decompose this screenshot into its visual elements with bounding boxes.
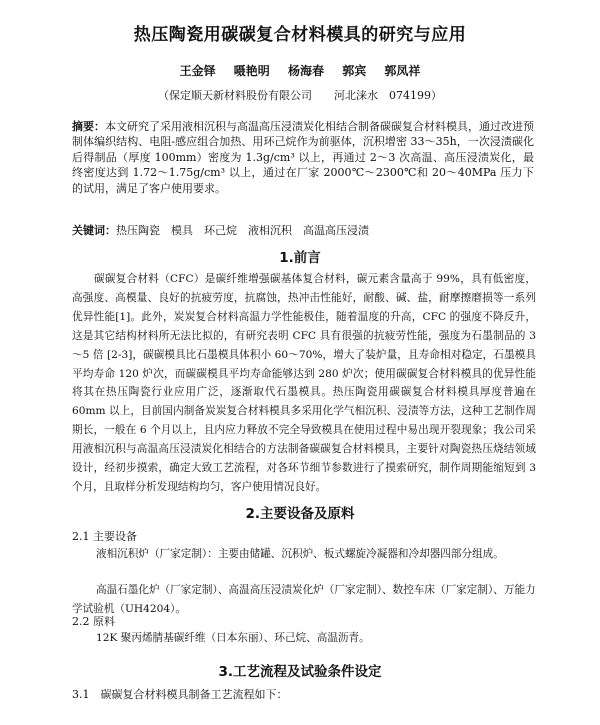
author-list [0, 62, 600, 79]
keywords-text: 热压陶瓷 模具 环己烷 液相沉积 高温高压浸渍 [116, 224, 369, 237]
materials-paragraph: 12K 聚丙烯腈基碳纤维（日本东丽）、环己烷、高温沥青。 [96, 632, 370, 644]
author-name: 杨海春 [287, 64, 324, 78]
equipment-paragraph-1: 液相沉积炉（厂家定制）：主要由储罐、沉积炉、板式螺旋冷凝器和冷却器四部分组成。 [96, 548, 504, 560]
keywords [72, 222, 542, 238]
subsection-heading-materials: 2.2 原料 [72, 615, 115, 628]
section-heading-equipment: 2.主要设备及原料 [245, 506, 355, 522]
author-name: 郭凤祥 [384, 64, 421, 78]
keywords-label: 关键词： [72, 224, 116, 237]
author-name: 嗫艳明 [233, 64, 270, 78]
subsection-heading-process: 3.1 碳碳复合材料模具制备工艺流程如下： [72, 688, 288, 701]
author-name: 郭宾 [342, 64, 367, 78]
equipment-paragraph-2: 高温石墨化炉（厂家定制）、高温高压浸渍炭化炉（厂家定制）、数控车床（厂家定制）、万能力学试验机（UH4204）。 [72, 584, 536, 615]
abstract-label: 摘要： [72, 120, 105, 133]
abstract-text: 本文研究了采用液相沉积与高温高压浸渍炭化相结合制备碳碳复合材料模具，通过改进预制体编织结构、电阻-感应组合加热、用环己烷作为前驱体，沉积增密 33～35h，一次浸渍碳化后得制品（厚度 100mm）密度为 1.3g/cm³ 以上，再通过 2～3 次高温、高压浸渍炭化，最终密度达到 1.72～1.75g/cm³ 以上，通过在厂家 2000℃～2300℃和 20～40MPa 压力下的试用，满足了客户使用要求。 [72, 120, 534, 195]
affiliation: （保定顺天新材料股份有限公司 河北涞水 074199） [158, 89, 442, 102]
subsection-heading-equipment: 2.1 主要设备 [72, 530, 137, 543]
author-name: 王金铎 [179, 64, 216, 78]
section-heading-intro: 1.前言 [279, 250, 321, 266]
abstract [72, 119, 534, 196]
paper-title: 热压陶瓷用碳碳复合材料模具的研究与应用 [133, 25, 467, 45]
section-heading-process: 3.工艺流程及试验条件设定 [218, 664, 382, 680]
intro-paragraph: 碳碳复合材料（CFC）是碳纤维增强碳基体复合材料，碳元素含量高于 99%，具有低密度，高强度、高模量、良好的抗疲劳度，抗腐蚀，热冲击性能好，耐酸、碱、盐，耐摩擦磨损等一系列优异性能[1]。此外，炭炭复合材料高温力学性能极佳，随着温度的升高，CFC 的强度不降反升，这是其它结构材料所无法比拟的，有研究表明 CFC 具有很强的抗疲劳性能，强度为石墨制品的 3～5 倍 [2-3]，碳碳模具比石墨模具体积小 60～70%，增大了装炉量，且寿命相对稳定，石墨模具平均寿命 120 炉次，而碳碳模具平均寿命能够达到 280 炉次；使用碳碳复合材料模具的优异性能将其在热压陶瓷行业应用广泛，逐渐取代石墨模具。热压陶瓷用碳碳复合材料模具厚度普遍在 60mm 以上，目前国内制备炭炭复合材料模具多采用化学气相沉积、浸渍等方法，这种工艺制作周期长，一般在 6 个月以上，且内应力释放不完全导致模具在使用过程中易出现开裂现象；我公司采用液相沉积与高温高压浸渍炭化相结合的方法制备碳碳复合材料模具，主要针对陶瓷热压烧结领域设计，经初步摸索，确定大致工艺流程，对各环节细节参数进行了摸索研究，制作周期能缩短到 3 个月，且取样分析发现结构均匀，客户使用情况良好。 [72, 273, 536, 493]
